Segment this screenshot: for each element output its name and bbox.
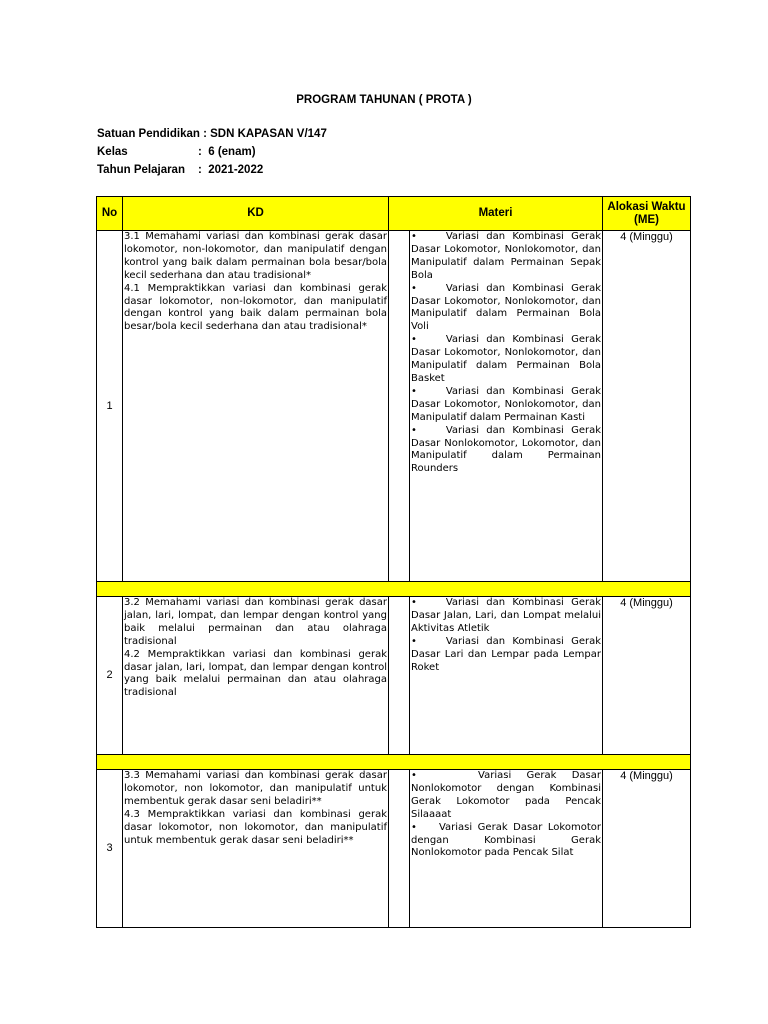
separator-row [97,755,691,770]
info-tahun-pelajaran [97,164,264,176]
info-satuan-pendidikan [97,128,327,140]
row-spacer [389,770,410,928]
row-alokasi: 4 (Minggu) [603,231,691,582]
info-value: : SDN KAPASAN V/147 [203,128,327,140]
header-no: No [97,197,123,231]
row-kd [123,770,389,928]
info-value: 6 (enam) [208,146,256,158]
table-row [97,597,691,755]
info-value-wrap: : 2021-2022 [198,164,264,176]
row-kd [123,597,389,755]
row-no: 3 [97,770,123,928]
table-header-row [97,197,691,231]
materi-item: • Variasi dan Kombinasi Gerak Dasar Lokomotor, Nonlokomotor, dan Manipulatif dalam Permainan Bola Voli [411,282,601,333]
row-no: 2 [97,597,123,755]
materi-item: • Variasi dan Kombinasi Gerak Dasar Jalan, Lari, dan Lompat melalui Aktivitas Atletik [411,597,601,634]
row-alokasi: 4 (Minggu) [603,597,691,755]
row-no: 1 [97,231,123,582]
materi-item: • Variasi dan Kombinasi Gerak Dasar Nonlokomotor, Lokomotor, dan Manipulatif dalam Permainan Rounders [411,424,601,475]
row-spacer [389,597,410,755]
kd-item: 3.3 Memahami variasi dan kombinasi gerak dasar lokomotor, non lokomotor, dan manipulatif untuk membentuk gerak dasar seni beladiri** [124,770,387,807]
row-materi [410,770,603,928]
info-kelas [97,146,256,158]
materi-item: • Variasi dan Kombinasi Gerak Dasar Lokomotor, Nonlokomotor, dan Manipulatif dalam Permainan Sepak Bola [411,231,601,281]
kd-item: 4.3 Mempraktikkan variasi dan kombinasi gerak dasar lokomotor, non lokomotor, dan manipulatif untuk membentuk gerak dasar seni beladiri** [124,808,387,846]
separator-row [97,582,691,597]
info-label: Tahun Pelajaran [97,164,185,176]
info-value: 2021-2022 [208,164,264,176]
materi-item: • Variasi Gerak Dasar Nonlokomotor dengan Kombinasi Gerak Lokomotor pada Pencak Silaaaat [411,770,601,820]
info-value-wrap: : 6 (enam) [198,146,256,158]
materi-item: • Variasi dan Kombinasi Gerak Dasar Lari dan Lempar pada Lempar Roket [411,635,601,673]
kd-item: 3.2 Memahami variasi dan kombinasi gerak dasar jalan, lari, lompat, dan lempar dengan kontrol yang baik melalui permainan dan atau olahraga tradisional [124,597,387,647]
separator-cell [97,582,691,597]
kd-item: 4.1 Mempraktikkan variasi dan kombinasi gerak dasar lokomotor, non-lokomotor, dan manipulatif dengan kontrol yang baik dalam permainan bola besar/bola kecil sederhana dan atau tradisional* [124,282,387,333]
materi-item: • Variasi dan Kombinasi Gerak Dasar Lokomotor, Nonlokomotor, dan Manipulatif dalam Permainan Kasti [411,385,601,423]
kd-item: 3.1 Memahami variasi dan kombinasi gerak dasar lokomotor, non-lokomotor, dan manipulatif dengan kontrol yang baik dalam permainan bola besar/bola kecil sederhana dan atau tradisional* [124,231,387,281]
header-kd: KD [123,197,389,231]
table-row [97,231,691,582]
separator-cell [97,755,691,770]
info-label: Kelas [97,146,128,158]
page-title: PROGRAM TAHUNAN ( PROTA ) [296,94,472,106]
row-kd [123,231,389,582]
row-materi [410,231,603,582]
materi-item: • Variasi Gerak Dasar Lokomotor dengan Kombinasi Gerak Nonlokomotor pada Pencak Silat [411,821,601,859]
prota-table [96,196,691,928]
table-row [97,770,691,928]
row-alokasi: 4 (Minggu) [603,770,691,928]
header-materi: Materi [389,197,603,231]
row-materi [410,597,603,755]
header-alokasi: Alokasi Waktu (ME) [603,197,691,231]
materi-item: • Variasi dan Kombinasi Gerak Dasar Lokomotor, Nonlokomotor, dan Manipulatif dalam Permainan Bola Basket [411,334,601,384]
row-spacer [389,231,410,582]
info-label: Satuan Pendidikan [97,128,200,140]
kd-item: 4.2 Mempraktikkan variasi dan kombinasi gerak dasar jalan, lari, lompat, dan lempar dengan kontrol yang baik melalui permainan dan atau olahraga tradisional [124,648,387,699]
